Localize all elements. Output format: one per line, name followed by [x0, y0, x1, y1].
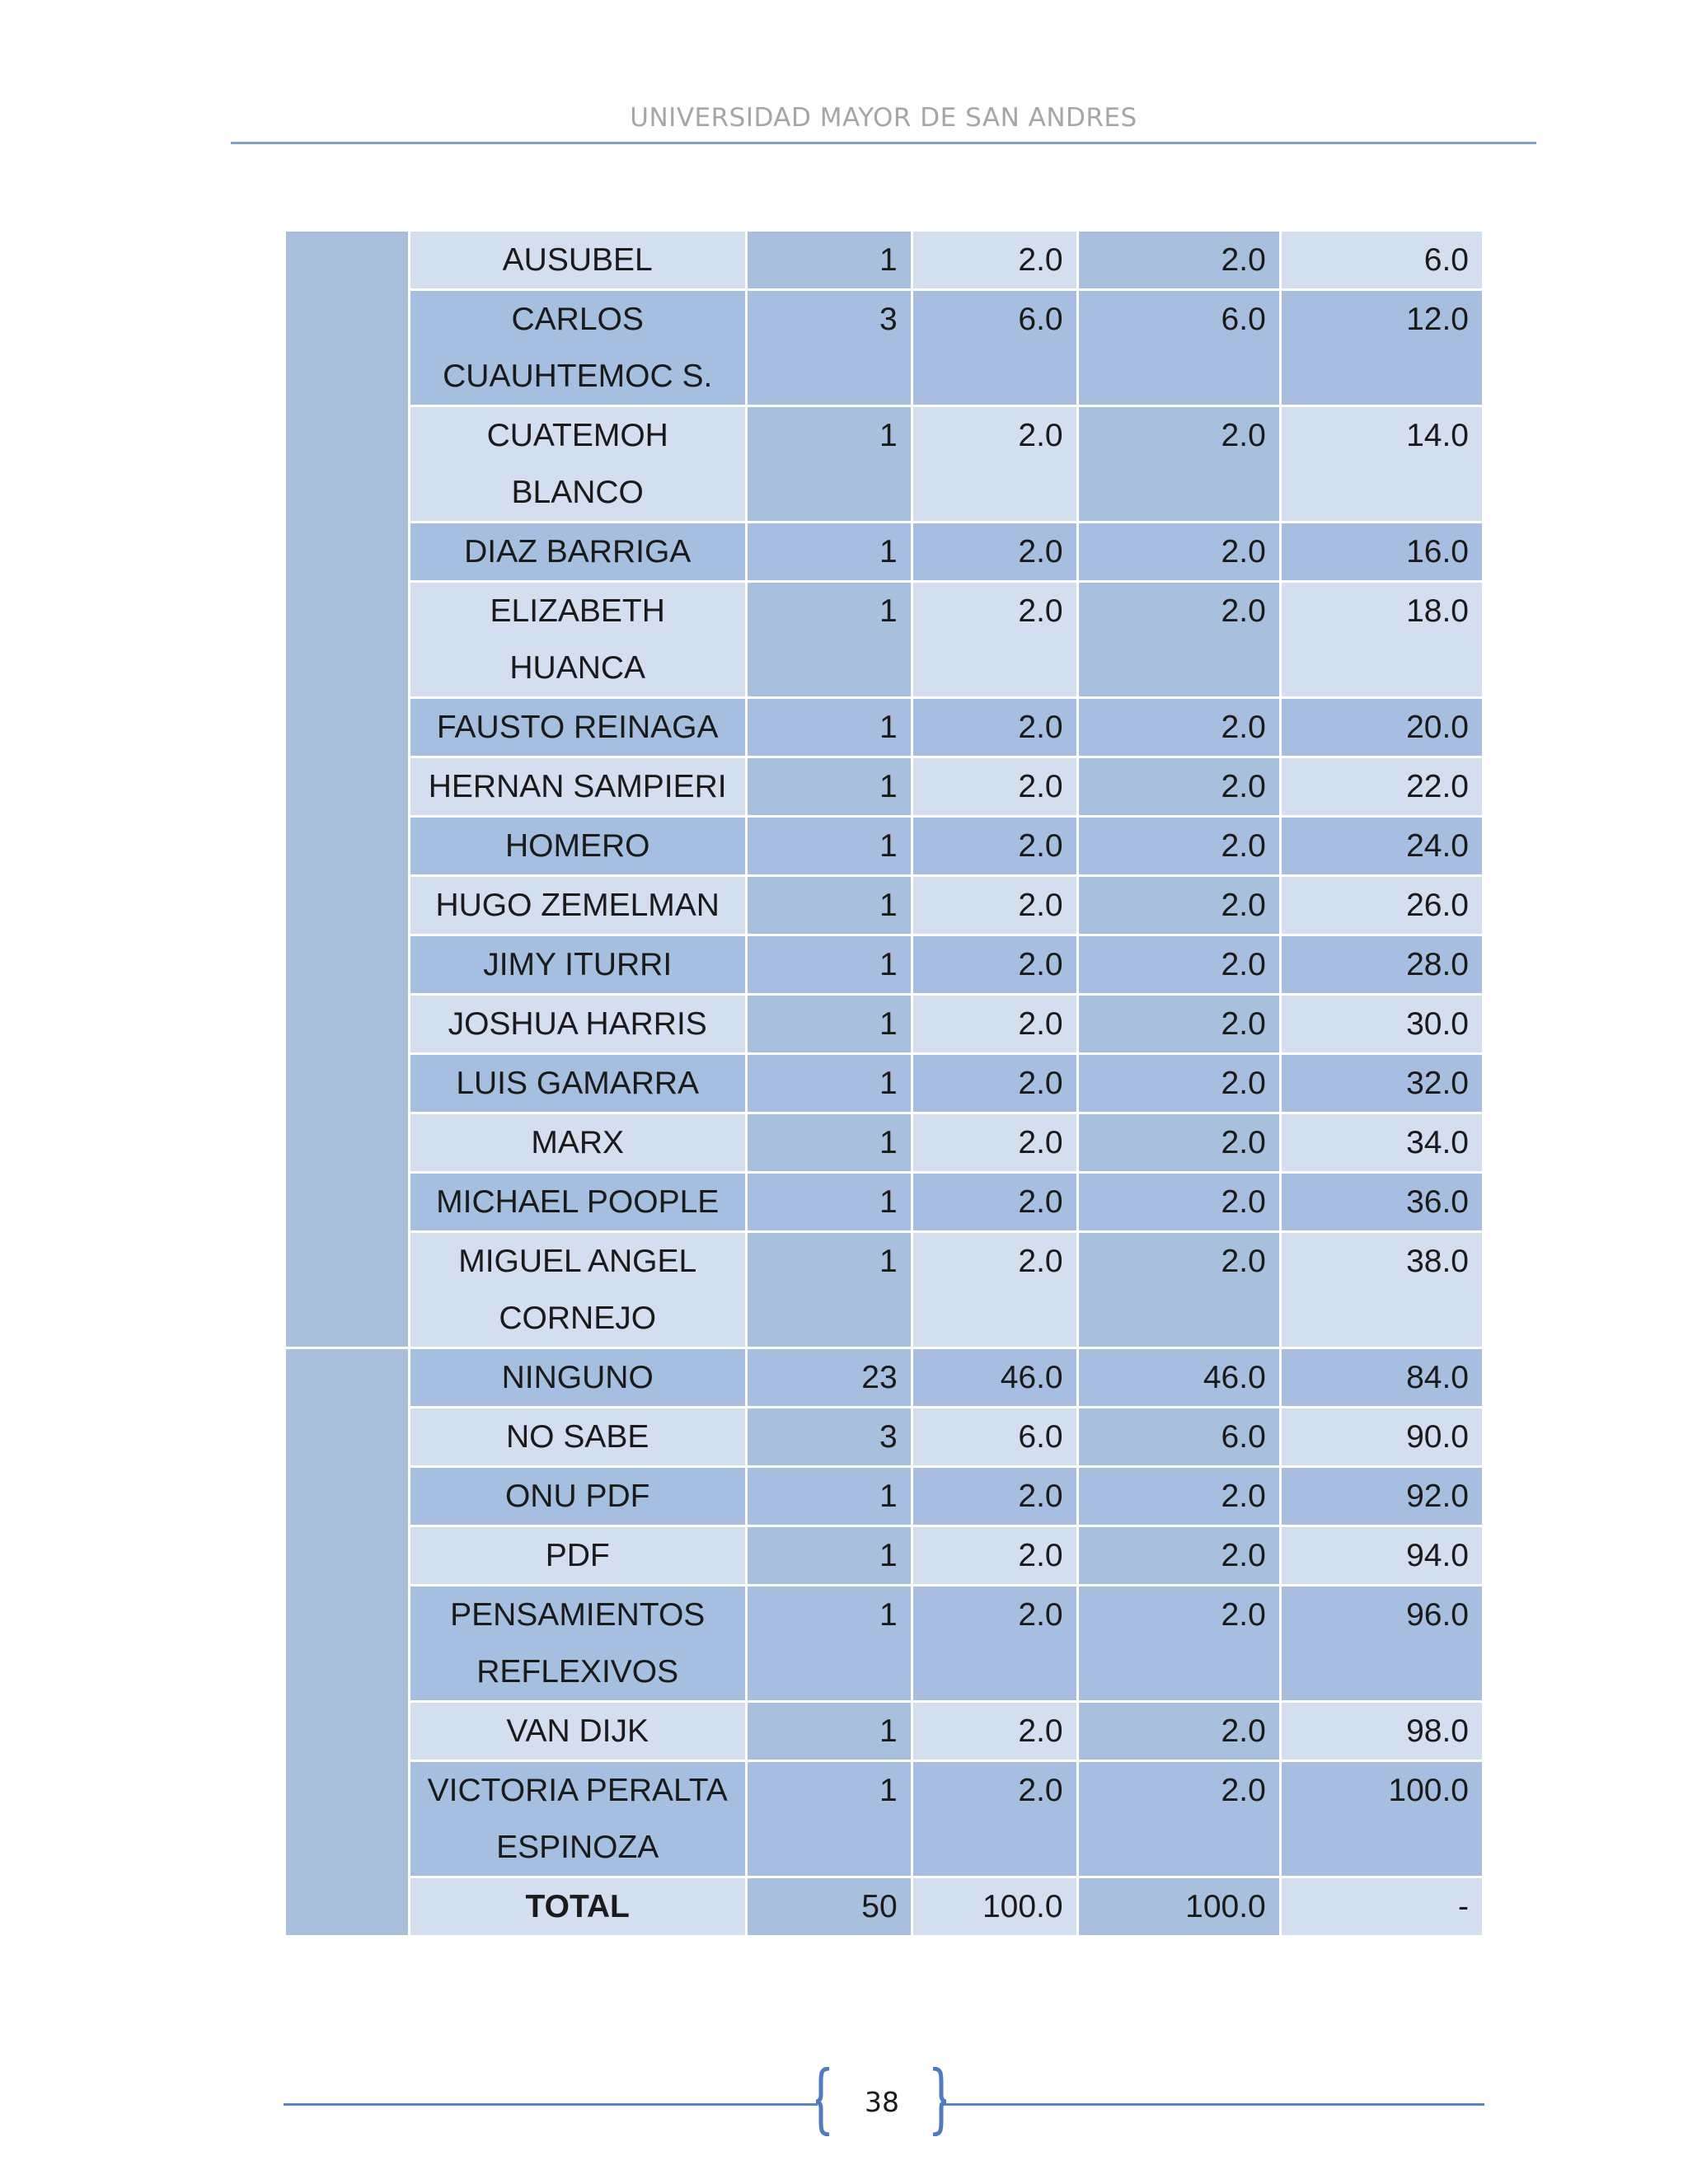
- percent-cell: 2.0: [912, 406, 1077, 523]
- cumulative-percent-cell: 94.0: [1280, 1526, 1483, 1586]
- percent-cell: 2.0: [912, 1173, 1077, 1232]
- table-row: [285, 1467, 1484, 1526]
- frequency-cell: 1: [746, 1173, 912, 1232]
- percent-cell: 2.0: [912, 1113, 1077, 1173]
- valid-percent-cell: 2.0: [1077, 757, 1280, 817]
- left-brace-icon: [814, 2067, 832, 2136]
- frequency-cell: 1: [746, 876, 912, 935]
- cumulative-percent-cell: 96.0: [1280, 1586, 1483, 1702]
- valid-percent-cell: 2.0: [1077, 1113, 1280, 1173]
- frequency-cell: 1: [746, 1054, 912, 1113]
- cumulative-percent-cell: 22.0: [1280, 757, 1483, 817]
- percent-cell: 6.0: [912, 1408, 1077, 1467]
- frequency-cell: 50: [746, 1877, 912, 1937]
- cumulative-percent-cell: 90.0: [1280, 1408, 1483, 1467]
- valid-percent-cell: 2.0: [1077, 876, 1280, 935]
- valid-percent-cell: 6.0: [1077, 290, 1280, 406]
- name-cell: VICTORIA PERALTA ESPINOZA: [409, 1761, 746, 1877]
- name-cell: ELIZABETH HUANCA: [409, 582, 746, 698]
- table-row: [285, 406, 1484, 523]
- name-cell: PENSAMIENTOS REFLEXIVOS: [409, 1586, 746, 1702]
- valid-percent-cell: 100.0: [1077, 1877, 1280, 1937]
- cumulative-percent-cell: 84.0: [1280, 1348, 1483, 1408]
- group-cell: [285, 1348, 410, 1937]
- frequency-cell: 1: [746, 523, 912, 582]
- valid-percent-cell: 2.0: [1077, 1761, 1280, 1877]
- cumulative-percent-cell: 16.0: [1280, 523, 1483, 582]
- percent-cell: 2.0: [912, 1232, 1077, 1348]
- table-row: [285, 1054, 1484, 1113]
- name-cell: PDF: [409, 1526, 746, 1586]
- table-row: [285, 757, 1484, 817]
- cumulative-percent-cell: 12.0: [1280, 290, 1483, 406]
- frequency-cell: 1: [746, 582, 912, 698]
- percent-cell: 2.0: [912, 757, 1077, 817]
- frequency-cell: 1: [746, 1702, 912, 1761]
- frequency-cell: 1: [746, 1467, 912, 1526]
- cumulative-percent-cell: 18.0: [1280, 582, 1483, 698]
- table-row: [285, 231, 1484, 290]
- frequency-cell: 1: [746, 1526, 912, 1586]
- table-row: [285, 1761, 1484, 1877]
- percent-cell: 2.0: [912, 1467, 1077, 1526]
- table-row: [285, 1586, 1484, 1702]
- cumulative-percent-cell: 14.0: [1280, 406, 1483, 523]
- table-row: [285, 698, 1484, 757]
- percent-cell: 2.0: [912, 1526, 1077, 1586]
- page-header: UNIVERSIDAD MAYOR DE SAN ANDRES: [630, 103, 1137, 133]
- valid-percent-cell: 2.0: [1077, 935, 1280, 995]
- name-cell: HOMERO: [409, 817, 746, 876]
- cumulative-percent-cell: 20.0: [1280, 698, 1483, 757]
- name-cell: VAN DIJK: [409, 1702, 746, 1761]
- name-cell: MICHAEL POOPLE: [409, 1173, 746, 1232]
- table-row: [285, 1173, 1484, 1232]
- percent-cell: 2.0: [912, 1761, 1077, 1877]
- frequency-cell: 3: [746, 1408, 912, 1467]
- table-row: [285, 1113, 1484, 1173]
- percent-cell: 2.0: [912, 817, 1077, 876]
- right-brace-icon: [930, 2067, 948, 2136]
- frequency-cell: 1: [746, 995, 912, 1054]
- table-container: [284, 229, 1484, 1938]
- name-cell: HERNAN SAMPIERI: [409, 757, 746, 817]
- valid-percent-cell: 2.0: [1077, 1526, 1280, 1586]
- frequency-cell: 3: [746, 290, 912, 406]
- cumulative-percent-cell: 98.0: [1280, 1702, 1483, 1761]
- table-row: [285, 1232, 1484, 1348]
- footer-rule-right: [940, 2103, 1484, 2106]
- percent-cell: 100.0: [912, 1877, 1077, 1937]
- valid-percent-cell: 2.0: [1077, 1054, 1280, 1113]
- cumulative-percent-cell: 24.0: [1280, 817, 1483, 876]
- frequency-cell: 1: [746, 1113, 912, 1173]
- cumulative-percent-cell: 28.0: [1280, 935, 1483, 995]
- percent-cell: 2.0: [912, 582, 1077, 698]
- percent-cell: 46.0: [912, 1348, 1077, 1408]
- name-cell: NINGUNO: [409, 1348, 746, 1408]
- valid-percent-cell: 2.0: [1077, 995, 1280, 1054]
- name-cell: ONU PDF: [409, 1467, 746, 1526]
- frequency-cell: 1: [746, 935, 912, 995]
- cumulative-percent-cell: 36.0: [1280, 1173, 1483, 1232]
- footer-rule-left: [284, 2103, 818, 2106]
- frequency-cell: 1: [746, 757, 912, 817]
- valid-percent-cell: 2.0: [1077, 1173, 1280, 1232]
- valid-percent-cell: 2.0: [1077, 1702, 1280, 1761]
- percent-cell: 2.0: [912, 1054, 1077, 1113]
- cumulative-percent-cell: -: [1280, 1877, 1483, 1937]
- table-row: [285, 935, 1484, 995]
- valid-percent-cell: 46.0: [1077, 1348, 1280, 1408]
- percent-cell: 6.0: [912, 290, 1077, 406]
- table-row: [285, 290, 1484, 406]
- valid-percent-cell: 2.0: [1077, 1586, 1280, 1702]
- name-cell: HUGO ZEMELMAN: [409, 876, 746, 935]
- valid-percent-cell: 6.0: [1077, 1408, 1280, 1467]
- data-table: [284, 229, 1484, 1938]
- valid-percent-cell: 2.0: [1077, 231, 1280, 290]
- percent-cell: 2.0: [912, 523, 1077, 582]
- frequency-cell: 1: [746, 406, 912, 523]
- valid-percent-cell: 2.0: [1077, 698, 1280, 757]
- cumulative-percent-cell: 32.0: [1280, 1054, 1483, 1113]
- table-row: [285, 1526, 1484, 1586]
- frequency-cell: 1: [746, 817, 912, 876]
- frequency-cell: 23: [746, 1348, 912, 1408]
- table-row: [285, 523, 1484, 582]
- table-row: [285, 582, 1484, 698]
- table-row: [285, 1408, 1484, 1467]
- cumulative-percent-cell: 100.0: [1280, 1761, 1483, 1877]
- name-cell: FAUSTO REINAGA: [409, 698, 746, 757]
- percent-cell: 2.0: [912, 1586, 1077, 1702]
- frequency-cell: 1: [746, 1232, 912, 1348]
- name-cell: CUATEMOH BLANCO: [409, 406, 746, 523]
- cumulative-percent-cell: 30.0: [1280, 995, 1483, 1054]
- cumulative-percent-cell: 92.0: [1280, 1467, 1483, 1526]
- frequency-cell: 1: [746, 1586, 912, 1702]
- valid-percent-cell: 2.0: [1077, 582, 1280, 698]
- name-cell: MARX: [409, 1113, 746, 1173]
- table-row: [285, 1348, 1484, 1408]
- frequency-cell: 1: [746, 698, 912, 757]
- total-row: [285, 1877, 1484, 1937]
- valid-percent-cell: 2.0: [1077, 817, 1280, 876]
- valid-percent-cell: 2.0: [1077, 406, 1280, 523]
- table-row: [285, 995, 1484, 1054]
- percent-cell: 2.0: [912, 876, 1077, 935]
- cumulative-percent-cell: 34.0: [1280, 1113, 1483, 1173]
- percent-cell: 2.0: [912, 698, 1077, 757]
- name-cell: NO SABE: [409, 1408, 746, 1467]
- table-row: [285, 817, 1484, 876]
- name-cell: AUSUBEL: [409, 231, 746, 290]
- percent-cell: 2.0: [912, 1702, 1077, 1761]
- cumulative-percent-cell: 26.0: [1280, 876, 1483, 935]
- valid-percent-cell: 2.0: [1077, 1467, 1280, 1526]
- frequency-cell: 1: [746, 1761, 912, 1877]
- cumulative-percent-cell: 38.0: [1280, 1232, 1483, 1348]
- valid-percent-cell: 2.0: [1077, 1232, 1280, 1348]
- name-cell: CARLOS CUAUHTEMOC S.: [409, 290, 746, 406]
- page-number: 38: [865, 2086, 899, 2118]
- cumulative-percent-cell: 6.0: [1280, 231, 1483, 290]
- name-cell: DIAZ BARRIGA: [409, 523, 746, 582]
- name-cell: JIMY ITURRI: [409, 935, 746, 995]
- total-label: TOTAL: [409, 1877, 746, 1937]
- table-row: [285, 876, 1484, 935]
- percent-cell: 2.0: [912, 231, 1077, 290]
- valid-percent-cell: 2.0: [1077, 523, 1280, 582]
- header-rule: [231, 142, 1536, 144]
- name-cell: MIGUEL ANGEL CORNEJO: [409, 1232, 746, 1348]
- table-row: [285, 1702, 1484, 1761]
- percent-cell: 2.0: [912, 995, 1077, 1054]
- percent-cell: 2.0: [912, 935, 1077, 995]
- name-cell: JOSHUA HARRIS: [409, 995, 746, 1054]
- name-cell: LUIS GAMARRA: [409, 1054, 746, 1113]
- group-cell: [285, 231, 410, 1348]
- frequency-cell: 1: [746, 231, 912, 290]
